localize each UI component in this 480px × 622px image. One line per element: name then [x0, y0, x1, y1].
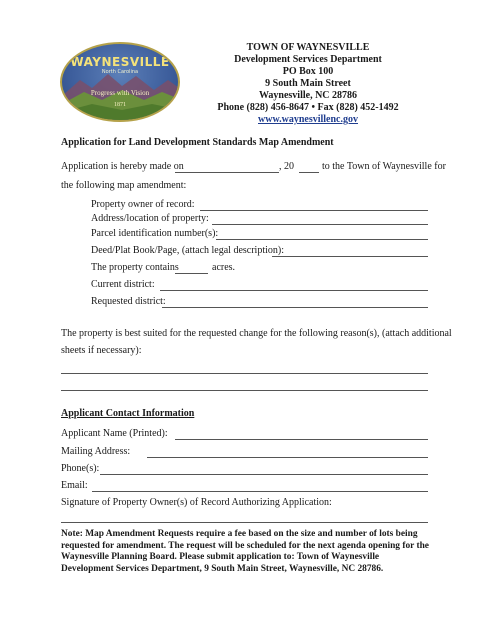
requested-district-field[interactable] — [162, 307, 428, 308]
reason-line-2[interactable] — [61, 390, 428, 391]
email-field[interactable] — [92, 491, 428, 492]
intro-text-end: to the Town of Waynesville for — [322, 161, 446, 172]
phone-label: Phone(s): — [61, 463, 100, 474]
seal-state-name: North Carolina — [101, 69, 139, 75]
po-box: PO Box 100 — [282, 66, 334, 77]
signature-field[interactable] — [61, 522, 428, 523]
application-year-field[interactable] — [299, 172, 319, 173]
mailing-address-field[interactable] — [147, 457, 428, 458]
current-district-label: Current district: — [91, 279, 155, 290]
application-date-field[interactable] — [175, 172, 279, 173]
reason-line-1[interactable] — [61, 373, 428, 374]
phone-fax: Phone (828) 456-8647 • Fax (828) 452-1492 — [217, 102, 399, 113]
parcel-id-field[interactable] — [216, 239, 428, 240]
email-label: Email: — [61, 480, 88, 491]
property-address-label: Address/location of property: — [91, 213, 209, 224]
city-state-zip: Waynesville, NC 28786 — [258, 90, 358, 101]
deed-plat-field[interactable] — [272, 256, 428, 257]
seal-motto: Progress with Vision — [90, 89, 150, 97]
reason-prompt: The property is best suited for the requested change for the following reason(s), (attach additional — [61, 328, 452, 339]
seal-year: 1871 — [114, 102, 126, 108]
street-address: 9 South Main Street — [265, 78, 351, 89]
town-name: TOWN OF WAYNESVILLE — [246, 42, 370, 53]
seal-town-name: WAYNESVILLE — [70, 55, 170, 69]
property-address-field[interactable] — [212, 224, 428, 225]
town-seal-logo — [60, 42, 180, 122]
intro-text-start: Application is hereby made on — [61, 161, 184, 172]
intro-text-continued: the following map amendment: — [61, 180, 187, 191]
property-owner-field[interactable] — [200, 210, 428, 211]
department-name: Development Services Department — [234, 54, 382, 65]
intro-text-year: , 20 — [279, 161, 294, 172]
applicant-name-label: Applicant Name (Printed): — [61, 428, 168, 439]
applicant-name-field[interactable] — [175, 439, 428, 440]
contact-section-heading: Applicant Contact Information — [61, 408, 195, 419]
property-owner-label: Property owner of record: — [91, 199, 195, 210]
form-title: Application for Land Development Standards Map Amendment — [61, 137, 334, 148]
submission-note: Note: Map Amendment Requests require a fee based on the size and number of lots being requested for amendment. The request will be scheduled for the next agenda opening for the Waynesville Planning Board. Please submit application to: Town of Waynesville Development Services Department, 9 South Main Street, Waynesville, NC 28786. — [61, 529, 429, 574]
property-acres-field[interactable] — [175, 273, 208, 274]
requested-district-label: Requested district: — [91, 296, 166, 307]
current-district-field[interactable] — [160, 290, 428, 291]
office-address-block — [188, 42, 428, 126]
property-acres-label: The property contains — [91, 262, 179, 273]
reason-prompt-continued: sheets if necessary): — [61, 345, 142, 356]
deed-plat-label: Deed/Plat Book/Page, (attach legal description): — [91, 245, 284, 256]
acres-unit-label: acres. — [212, 262, 236, 273]
phone-field[interactable] — [100, 474, 428, 475]
website-link[interactable]: www.waynesvillenc.gov — [258, 114, 358, 125]
parcel-id-label: Parcel identification number(s): — [91, 228, 219, 239]
signature-label: Signature of Property Owner(s) of Record Authorizing Application: — [61, 497, 332, 508]
mailing-address-label: Mailing Address: — [61, 446, 131, 457]
